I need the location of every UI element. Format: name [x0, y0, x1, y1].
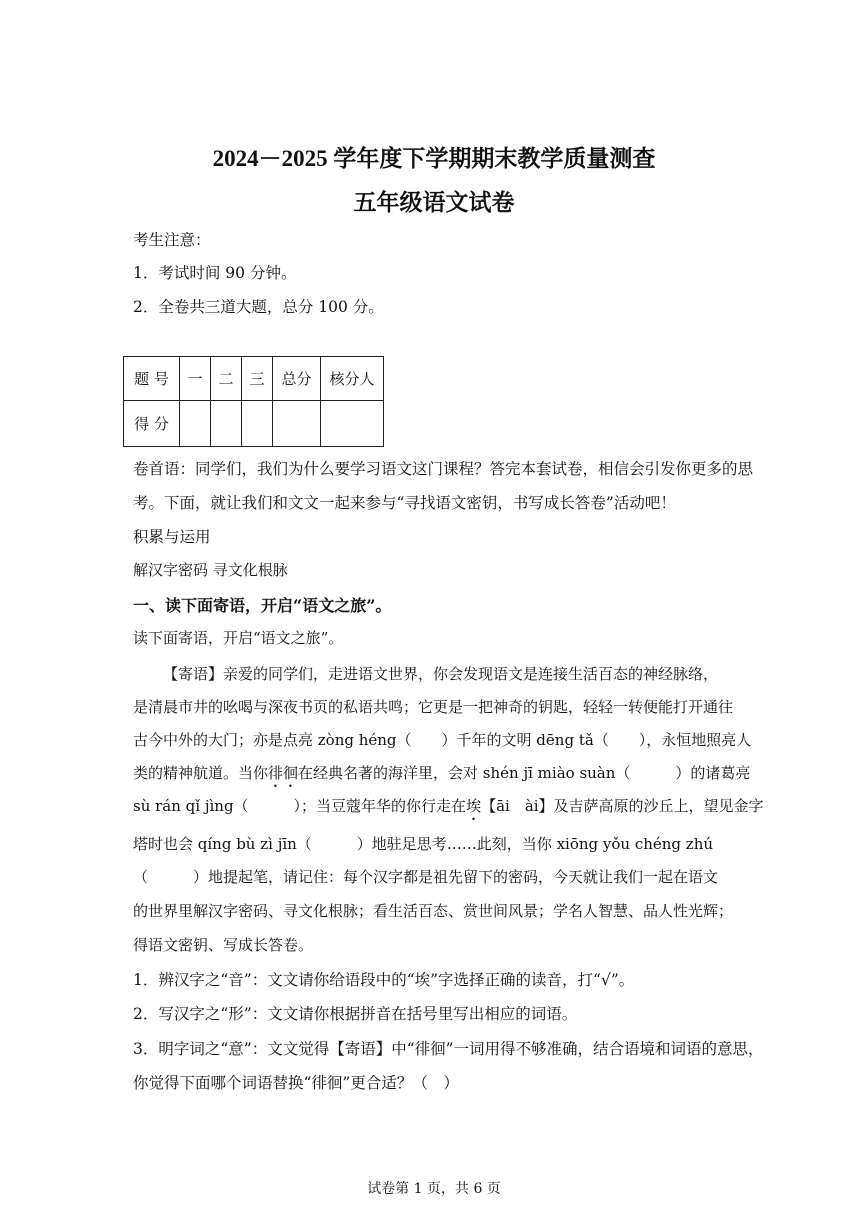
passage-line: 类的精神航道。当你徘徊在经典名著的海洋里，会对 shén jī miào suàn（ ）的诸葛亮	[133, 764, 751, 782]
score-input-cell[interactable]	[211, 401, 242, 447]
exam-subtitle: 五年级语文试卷	[353, 190, 515, 215]
emphasized-char: 埃	[466, 797, 482, 815]
passage-line: 【寄语】亲爱的同学们，走进语文世界，你会发现语文是连接生活百态的神经脉络，	[163, 665, 719, 683]
score-input-cell[interactable]	[321, 401, 384, 447]
passage-line: 古今中外的大门；亦是点亮 zòng héng（ ）千年的文明 dēng tǎ（ ），永恒地照亮人	[133, 731, 752, 749]
table-cell: 题 号	[124, 357, 180, 401]
table-cell: 总分	[273, 357, 321, 401]
passage-line: sù rán qǐ jìng（ ）；当豆蔻年华的你行走在埃【āi ài】及吉萨高原的沙丘上，望见金字	[133, 797, 764, 815]
section-sub: 解汉字密码 寻文化根脉	[133, 561, 288, 579]
page-footer: 试卷第 1 页，共 6 页	[367, 1181, 501, 1197]
notice-item: 1．考试时间 90 分钟。	[133, 264, 297, 282]
table-cell: 一	[180, 357, 211, 401]
section-name: 积累与运用	[133, 528, 211, 546]
score-table	[123, 356, 384, 447]
score-input-cell[interactable]	[180, 401, 211, 447]
exam-title: 2024－2025 学年度下学期期末教学质量测查	[212, 146, 656, 171]
table-cell: 核分人	[321, 357, 384, 401]
passage-line: 是清晨市井的吆喝与深夜书页的私语共鸣；它更是一把神奇的钥匙，轻轻一转便能打开通往	[133, 698, 734, 716]
table-cell: 二	[211, 357, 242, 401]
question-2: 2．写汉字之“形”：文文请你根据拼音在括号里写出相应的词语。	[133, 1005, 578, 1023]
section-heading: 一、读下面寄语，开启“语文之旅”。	[133, 596, 392, 615]
section-prompt: 读下面寄语，开启“语文之旅”。	[133, 629, 344, 647]
score-input-cell[interactable]	[242, 401, 273, 447]
question-3: 3．明字词之“意”：文文觉得【寄语】中“徘徊”一词用得不够准确，结合语境和词语的意思，	[133, 1040, 764, 1058]
passage-line: （ ）地提起笔，请记住：每个汉字都是祖先留下的密码，今天就让我们一起在语文	[133, 868, 719, 886]
passage-line: 的世界里解汉字密码、寻文化根脉；看生活百态、赏世间风景；学名人智慧、品人性光辉；	[133, 902, 734, 920]
table-cell: 得 分	[124, 401, 180, 447]
emphasized-word: 徘徊	[268, 764, 299, 782]
passage-line: 塔时也会 qíng bù zì jīn（ ）地驻足思考……此刻，当你 xiōng yǒu chéng zhú	[133, 835, 714, 853]
notice-heading: 考生注意：	[133, 231, 211, 249]
score-input-cell[interactable]	[273, 401, 321, 447]
question-3-cont: 你觉得下面哪个词语替换“徘徊”更合适？（ ）	[133, 1074, 459, 1092]
passage-line: 得语文密钥、写成长答卷。	[133, 936, 314, 954]
table-cell: 三	[242, 357, 273, 401]
intro-line: 卷首语：同学们，我们为什么要学习语文这门课程？答完本套试卷，相信会引发你更多的思	[133, 460, 754, 478]
notice-item: 2．全卷共三道大题，总分 100 分。	[133, 298, 384, 316]
question-1: 1．辨汉字之“音”：文文请你给语段中的“埃”字选择正确的读音，打“√”。	[133, 971, 635, 989]
intro-line: 考。下面，就让我们和文文一起来参与“寻找语文密钥，书写成长答卷”活动吧！	[133, 494, 676, 512]
